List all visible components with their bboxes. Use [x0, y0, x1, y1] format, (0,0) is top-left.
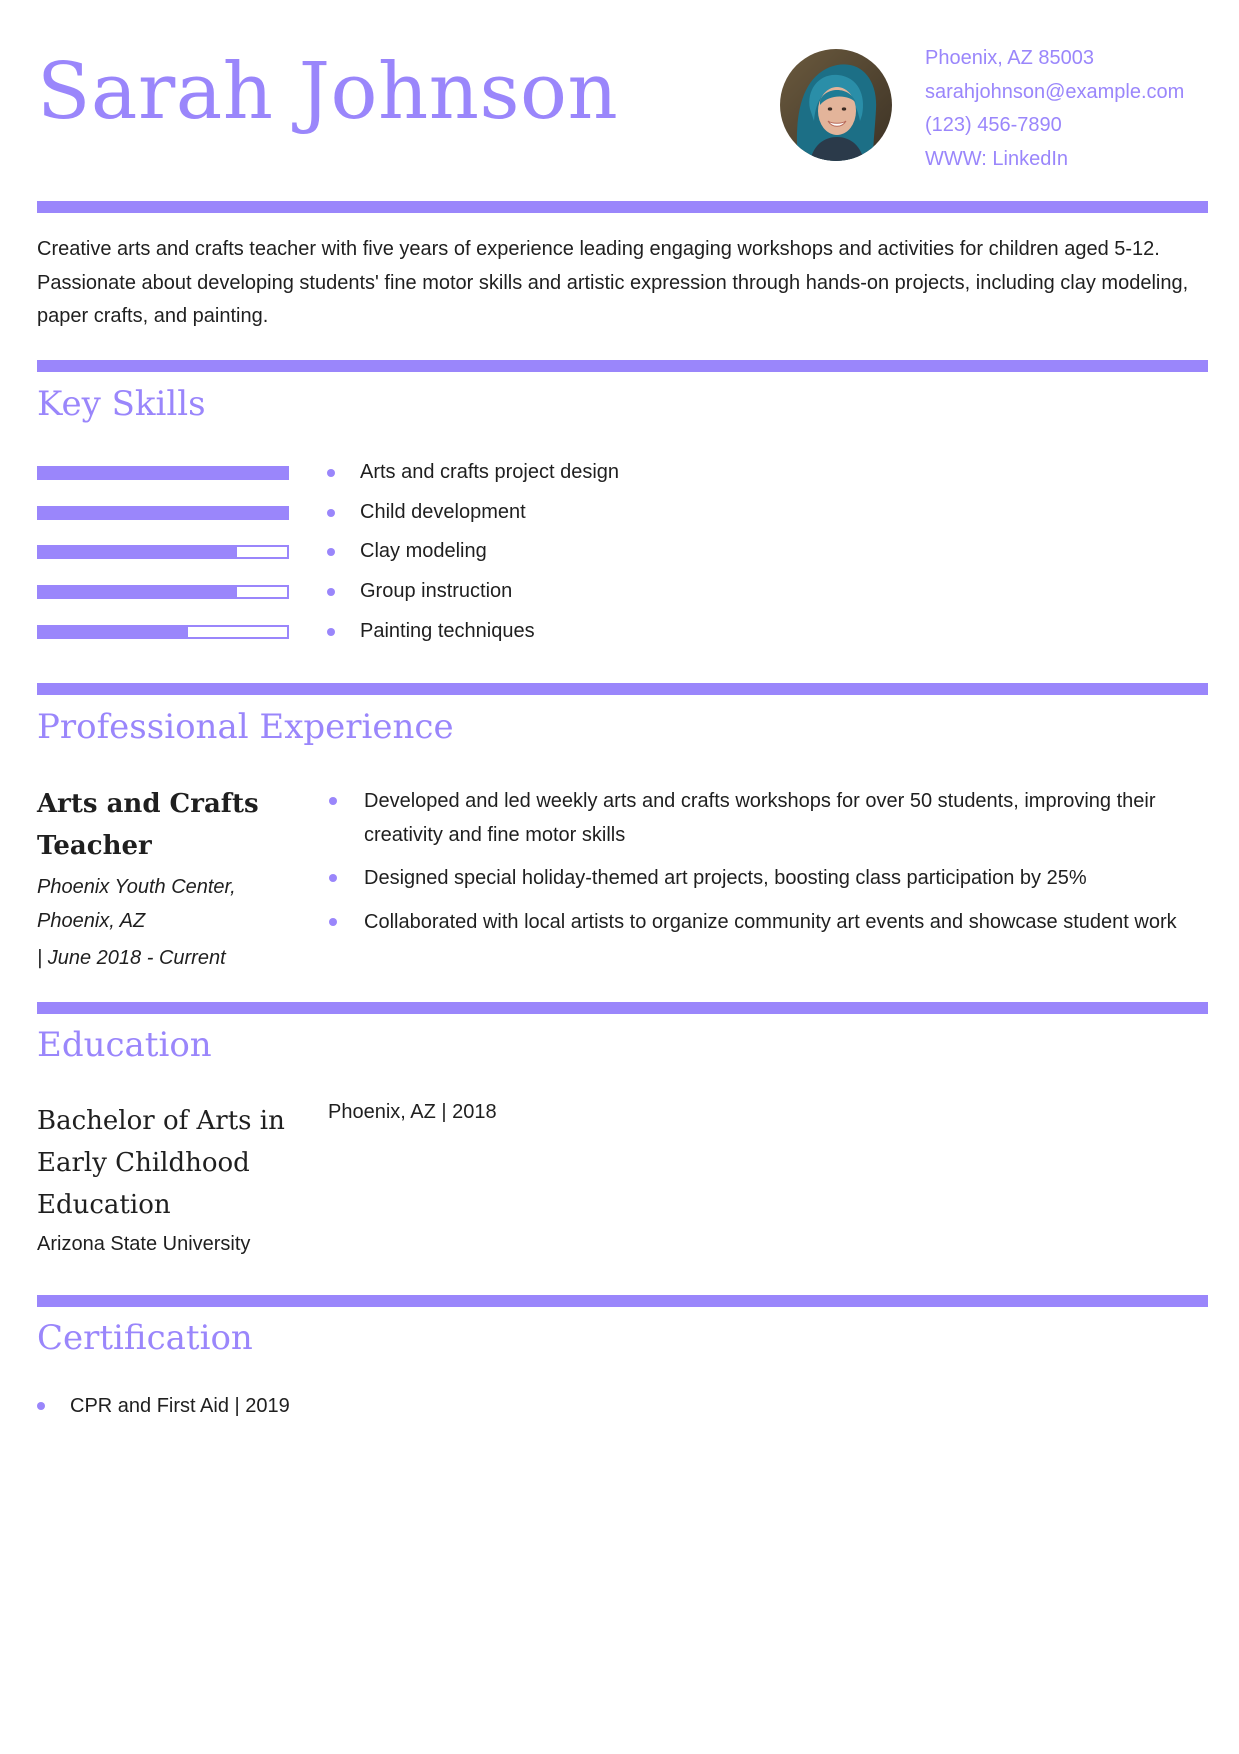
bullet-icon — [329, 918, 337, 926]
skill-level-bar — [37, 585, 289, 599]
job-dates: | June 2018 - Current — [37, 947, 226, 969]
divider-summary — [37, 360, 1208, 372]
bullet-icon — [327, 588, 335, 596]
job-title: Arts and Crafts Teacher — [37, 789, 259, 861]
job-details — [37, 783, 307, 976]
contact-email[interactable]: sarahjohnson@example.com — [925, 80, 1185, 103]
education-location-year: Phoenix, AZ | 2018 — [328, 1101, 497, 1123]
skill-item — [37, 455, 937, 495]
skills-list — [37, 455, 937, 653]
skill-label: Child development — [360, 500, 526, 523]
bullet-icon — [327, 469, 335, 477]
skill-label: Group instruction — [360, 580, 513, 603]
skill-item — [37, 495, 937, 535]
skill-label: Painting techniques — [360, 619, 535, 642]
certification-list — [37, 1390, 290, 1424]
achievement-text: Developed and led weekly arts and crafts workshops for over 50 students, improving their creativity and fine motor skills — [364, 790, 1156, 846]
contact-website[interactable]: WWW: LinkedIn — [925, 147, 1068, 170]
education-degree: Bachelor of Arts in Early Childhood Education — [37, 1106, 285, 1220]
certification-heading: Certification — [37, 1318, 253, 1358]
bullet-icon — [329, 874, 337, 882]
list-item — [324, 785, 1214, 852]
bullet-icon — [329, 797, 337, 805]
divider-skills — [37, 683, 1208, 695]
achievement-text: Designed special holiday-themed art projects, boosting class participation by 25% — [364, 867, 1087, 889]
profile-summary: Creative arts and crafts teacher with five years of experience leading engaging workshops and activities for children aged 5-12. Passionate about developing students' fine motor skills and artistic expression through hands-on projects, including clay modeling, paper crafts, and painting. — [37, 238, 1189, 327]
skill-level-fill — [39, 508, 287, 518]
achievement-text: Collaborated with local artists to organize community art events and showcase student work — [364, 910, 1177, 933]
education-school: Arizona State University — [37, 1233, 251, 1255]
candidate-name: Sarah Johnson — [37, 47, 619, 137]
contact-phone[interactable]: (123) 456-7890 — [925, 114, 1062, 136]
skill-item — [37, 534, 937, 574]
skill-level-fill — [39, 587, 237, 597]
divider-header — [37, 201, 1208, 213]
skill-label: Clay modeling — [360, 540, 487, 563]
skill-label: Arts and crafts project design — [360, 461, 620, 483]
profile-photo — [780, 49, 892, 161]
portrait-image — [780, 49, 892, 161]
skill-level-fill — [39, 547, 237, 557]
bullet-icon — [327, 628, 335, 636]
skill-level-bar — [37, 466, 289, 480]
certification-text: CPR and First Aid | 2019 — [70, 1395, 290, 1417]
job-company: Phoenix Youth Center, Phoenix, AZ — [37, 876, 236, 932]
education-details — [37, 1100, 307, 1262]
contact-info — [925, 42, 1184, 176]
skill-level-fill — [39, 468, 287, 478]
education-heading: Education — [37, 1025, 212, 1065]
skills-heading: Key Skills — [37, 384, 206, 424]
skill-item — [37, 614, 937, 654]
divider-experience — [37, 1002, 1208, 1014]
bullet-icon — [37, 1402, 45, 1410]
experience-heading: Professional Experience — [37, 707, 454, 747]
list-item — [324, 862, 1214, 896]
skill-level-bar — [37, 545, 289, 559]
contact-location: Phoenix, AZ 85003 — [925, 47, 1095, 69]
list-item — [37, 1390, 290, 1424]
bullet-icon — [327, 548, 335, 556]
list-item — [324, 906, 1214, 940]
skill-level-bar — [37, 506, 289, 520]
skill-level-fill — [39, 627, 188, 637]
divider-education — [37, 1295, 1208, 1307]
job-achievements — [324, 785, 1214, 949]
skill-level-bar — [37, 625, 289, 639]
bullet-icon — [327, 509, 335, 517]
skill-item — [37, 574, 937, 614]
